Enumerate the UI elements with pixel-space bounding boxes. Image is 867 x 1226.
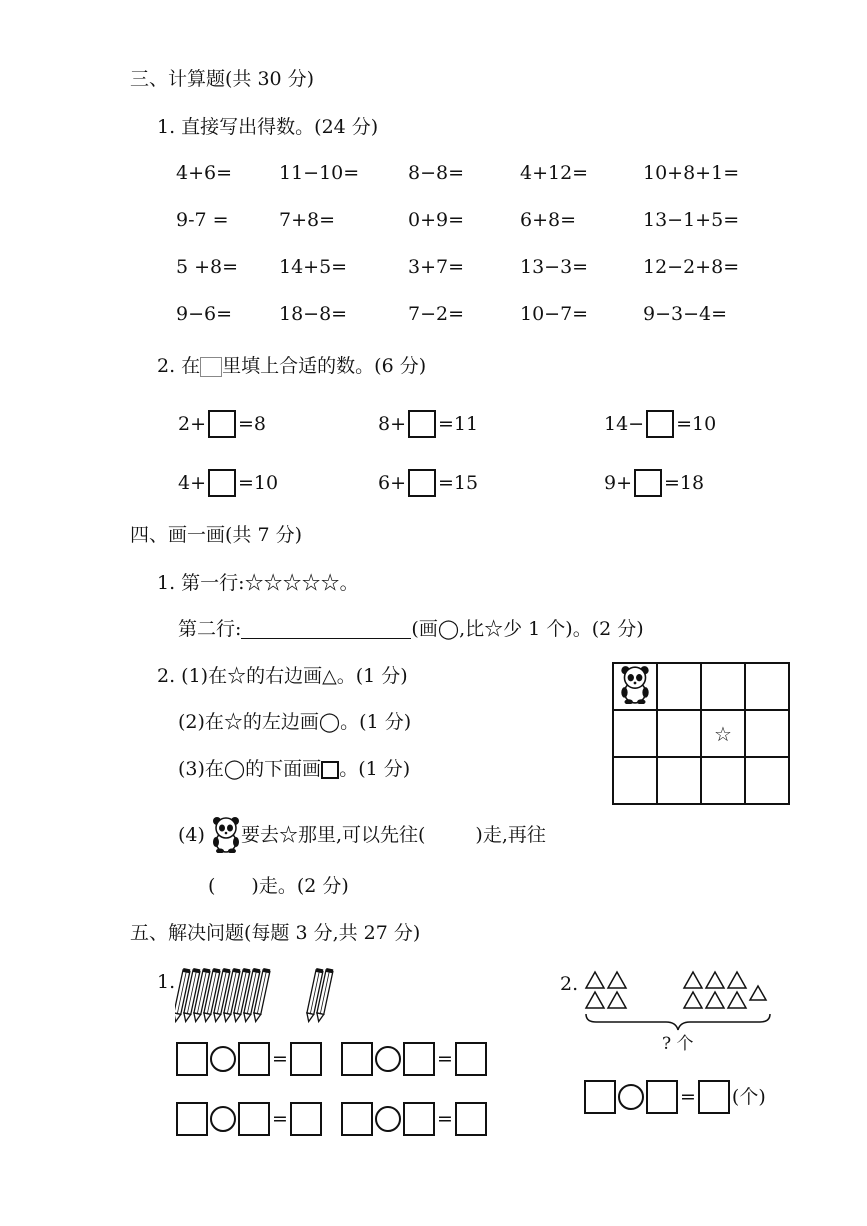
draw-q1-line1: 1. 第一行:☆☆☆☆☆。 bbox=[157, 572, 359, 594]
answer-box[interactable] bbox=[176, 1042, 208, 1076]
answer-box[interactable] bbox=[646, 410, 674, 438]
grid-cell[interactable] bbox=[657, 710, 701, 757]
calc-item: 9−3−4= bbox=[643, 303, 728, 325]
operator-circle[interactable] bbox=[375, 1106, 401, 1132]
operator-circle[interactable] bbox=[375, 1046, 401, 1072]
line2-suffix: (画◯,比☆少 1 个)。(2 分) bbox=[411, 618, 644, 640]
calc-item: 12−2+8= bbox=[643, 256, 740, 278]
small-box-icon bbox=[200, 357, 222, 377]
answer-line[interactable] bbox=[241, 620, 411, 639]
fill-right: =8 bbox=[238, 412, 267, 435]
fill-right: =18 bbox=[664, 471, 705, 494]
equation-row-2 bbox=[584, 1080, 768, 1114]
fill-left: 8+ bbox=[378, 412, 407, 435]
fill-item bbox=[176, 469, 280, 497]
equals-sign: = bbox=[437, 1107, 453, 1130]
grid-cell[interactable] bbox=[613, 757, 657, 804]
fill-right: =15 bbox=[438, 471, 479, 494]
fill-right: =11 bbox=[438, 412, 479, 435]
answer-box[interactable] bbox=[208, 469, 236, 497]
question-2-title bbox=[157, 357, 426, 377]
question-1-title: 1. 直接写出得数。(24 分) bbox=[157, 116, 379, 138]
equation-row bbox=[176, 1102, 322, 1136]
calc-item: 7−2= bbox=[408, 303, 465, 325]
section-3-title: 三、计算题(共 30 分) bbox=[130, 68, 315, 90]
equals-sign: = bbox=[272, 1047, 288, 1070]
equals-sign: = bbox=[437, 1047, 453, 1070]
equation-row bbox=[341, 1102, 487, 1136]
calc-item: 10+8+1= bbox=[643, 162, 740, 184]
calc-item: 13−1+5= bbox=[643, 209, 740, 231]
answer-box[interactable] bbox=[634, 469, 662, 497]
calc-item: 0+9= bbox=[408, 209, 465, 231]
equation-row bbox=[341, 1042, 487, 1076]
paren-close-text: )走。(2 分) bbox=[251, 875, 349, 897]
answer-box[interactable] bbox=[455, 1102, 487, 1136]
answer-box[interactable] bbox=[290, 1042, 322, 1076]
grid-cell[interactable] bbox=[701, 663, 745, 710]
draw-q2-2: (2)在☆的左边画◯。(1 分) bbox=[178, 711, 412, 733]
fill-item bbox=[376, 410, 480, 438]
grid-cell-star[interactable] bbox=[701, 710, 745, 757]
answer-box[interactable] bbox=[408, 469, 436, 497]
panda-icon bbox=[618, 664, 652, 704]
calc-item: 11−10= bbox=[279, 162, 360, 184]
q2-4-mid: 要去☆那里,可以先往( bbox=[240, 824, 426, 846]
calc-item: 7+8= bbox=[279, 209, 336, 231]
paren-open: ( bbox=[208, 875, 216, 897]
fill-left: 4+ bbox=[178, 471, 207, 494]
answer-box[interactable] bbox=[403, 1102, 435, 1136]
q2-suffix: 里填上合适的数。(6 分) bbox=[222, 355, 427, 377]
grid-cell[interactable] bbox=[701, 757, 745, 804]
grid-cell[interactable] bbox=[745, 710, 789, 757]
calc-item: 14+5= bbox=[279, 256, 348, 278]
fill-left: 2+ bbox=[178, 412, 207, 435]
answer-box[interactable] bbox=[698, 1080, 730, 1114]
answer-box[interactable] bbox=[455, 1042, 487, 1076]
fill-right: =10 bbox=[238, 471, 279, 494]
equals-sign: = bbox=[272, 1107, 288, 1130]
section-5-title: 五、解决问题(每题 3 分,共 27 分) bbox=[130, 922, 421, 944]
answer-box[interactable] bbox=[341, 1102, 373, 1136]
answer-box[interactable] bbox=[584, 1080, 616, 1114]
answer-box[interactable] bbox=[238, 1102, 270, 1136]
q2-4-end: )走,再往 bbox=[475, 824, 546, 846]
calc-item: 8−8= bbox=[408, 162, 465, 184]
draw-q2-3 bbox=[178, 760, 410, 779]
calc-item: 10−7= bbox=[520, 303, 589, 325]
grid-cell[interactable] bbox=[745, 663, 789, 710]
draw-q2-4 bbox=[178, 815, 546, 857]
answer-box[interactable] bbox=[341, 1042, 373, 1076]
fill-left: 6+ bbox=[378, 471, 407, 494]
square-icon bbox=[321, 761, 339, 779]
answer-box[interactable] bbox=[290, 1102, 322, 1136]
position-grid bbox=[612, 662, 790, 805]
q2-3-suffix: 。(1 分) bbox=[339, 758, 411, 780]
draw-q2-1: 2. (1)在☆的右边画△。(1 分) bbox=[157, 665, 408, 687]
answer-box[interactable] bbox=[646, 1080, 678, 1114]
grid-cell[interactable] bbox=[657, 663, 701, 710]
problem-1-label: 1. bbox=[157, 971, 176, 993]
grid-cell[interactable] bbox=[657, 757, 701, 804]
fill-left: 9+ bbox=[604, 471, 633, 494]
calc-item: 5 +8= bbox=[176, 256, 239, 278]
question-mark-label: ? 个 bbox=[662, 1034, 694, 1054]
equals-sign: = bbox=[680, 1085, 696, 1108]
fill-left: 14− bbox=[604, 412, 645, 435]
draw-q1-line2 bbox=[178, 620, 644, 639]
line2-prefix: 第二行: bbox=[178, 618, 242, 640]
calc-item: 9-7 = bbox=[176, 209, 229, 231]
fill-item bbox=[602, 469, 706, 497]
calc-item: 4+6= bbox=[176, 162, 233, 184]
calc-item: 13−3= bbox=[520, 256, 589, 278]
fill-right: =10 bbox=[676, 412, 717, 435]
equation-row bbox=[176, 1042, 322, 1076]
star-icon: ☆ bbox=[714, 721, 732, 746]
calc-item: 4+12= bbox=[520, 162, 589, 184]
section-4-title: 四、画一画(共 7 分) bbox=[130, 524, 302, 546]
calc-item: 3+7= bbox=[408, 256, 465, 278]
unit-label: (个) bbox=[731, 1085, 766, 1108]
answer-box[interactable] bbox=[403, 1042, 435, 1076]
answer-box[interactable] bbox=[208, 410, 236, 438]
pencils-icon bbox=[175, 966, 345, 1024]
draw-q2-4-line2 bbox=[208, 877, 349, 896]
panda-icon bbox=[211, 815, 241, 857]
answer-box[interactable] bbox=[408, 410, 436, 438]
q2-4-prefix: (4) bbox=[178, 824, 205, 846]
answer-box[interactable] bbox=[238, 1042, 270, 1076]
calc-item: 6+8= bbox=[520, 209, 577, 231]
calc-item: 18−8= bbox=[279, 303, 348, 325]
fill-item bbox=[176, 410, 268, 438]
fill-item bbox=[602, 410, 718, 438]
q2-prefix: 2. 在 bbox=[157, 355, 201, 377]
q2-3-prefix: (3)在◯的下面画 bbox=[178, 758, 322, 780]
grid-cell-panda[interactable] bbox=[613, 663, 657, 710]
problem-2-label: 2. bbox=[560, 973, 579, 995]
grid-cell[interactable] bbox=[613, 710, 657, 757]
calc-item: 9−6= bbox=[176, 303, 233, 325]
answer-box[interactable] bbox=[176, 1102, 208, 1136]
fill-item bbox=[376, 469, 480, 497]
grid-cell[interactable] bbox=[745, 757, 789, 804]
operator-circle[interactable] bbox=[210, 1106, 236, 1132]
operator-circle[interactable] bbox=[618, 1084, 644, 1110]
operator-circle[interactable] bbox=[210, 1046, 236, 1072]
